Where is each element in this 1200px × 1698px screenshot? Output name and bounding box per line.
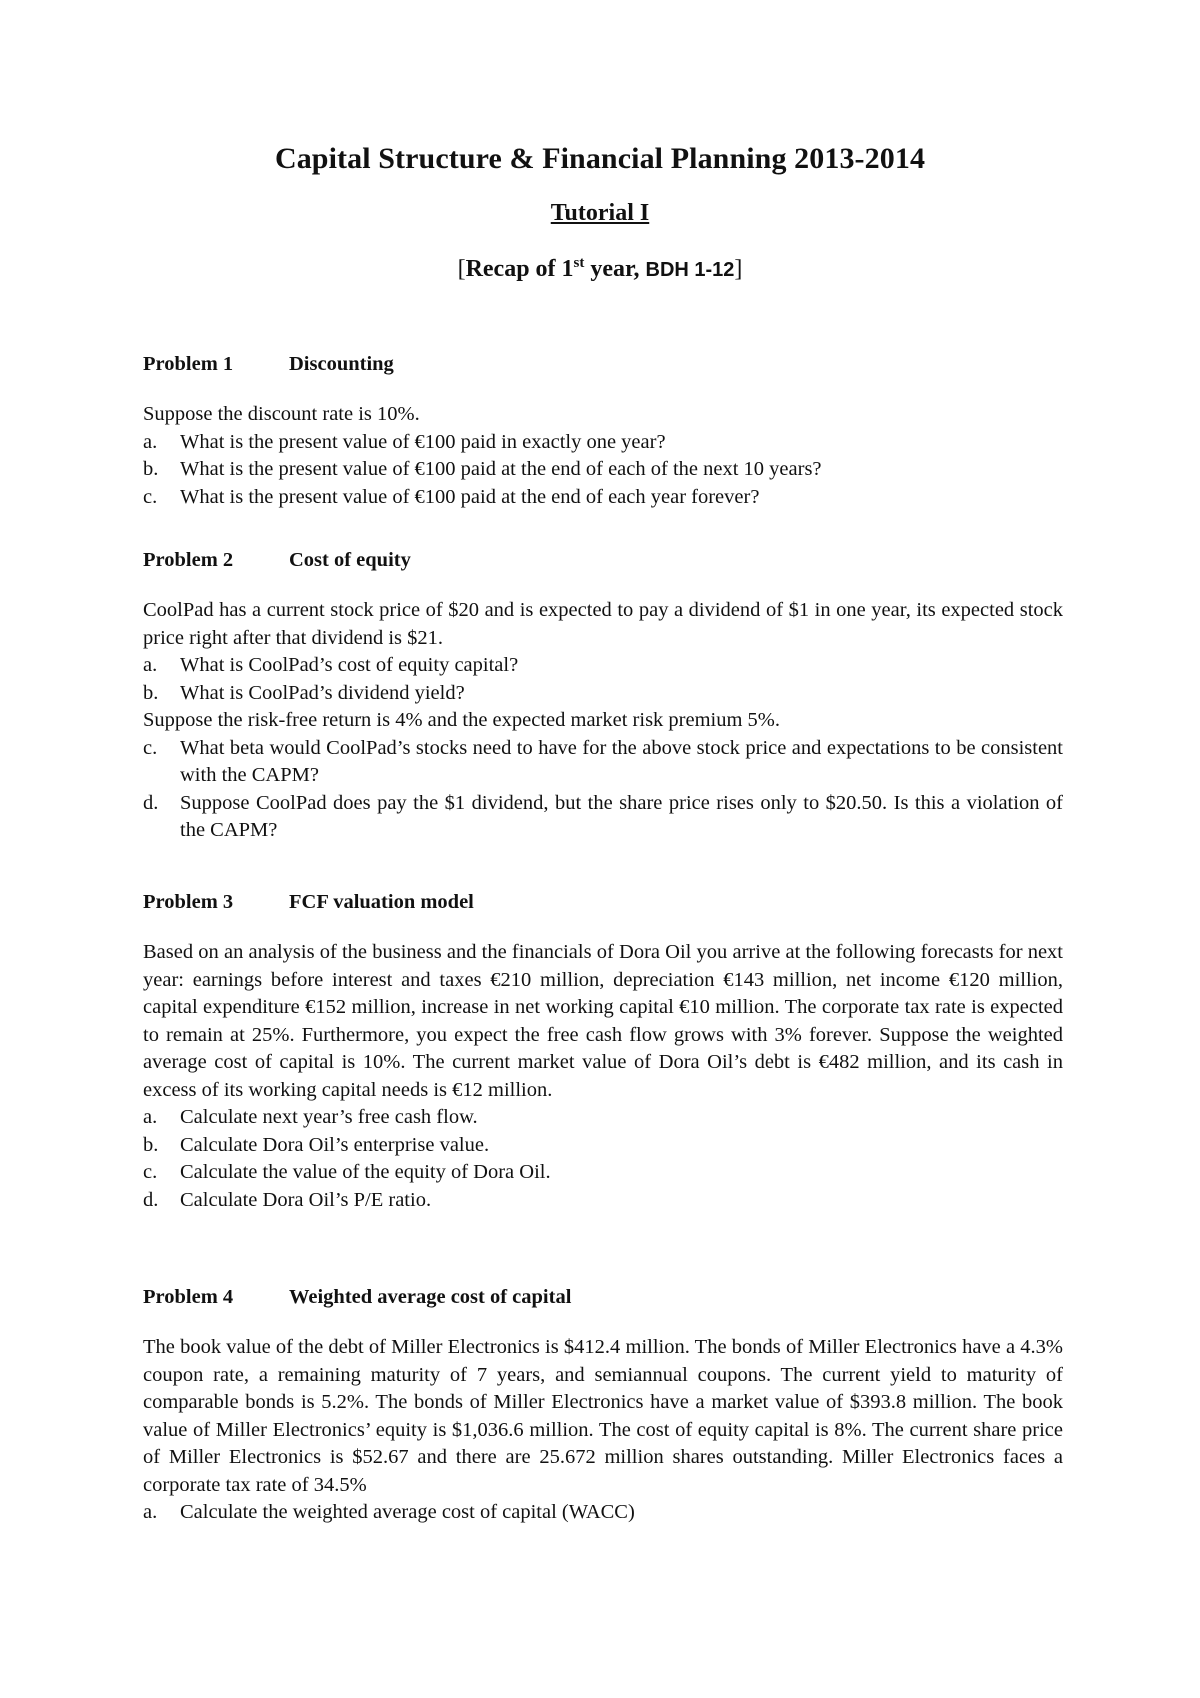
problem-intro: The book value of the debt of Miller Electronics is $412.4 million. The bonds of Miller Electronics have a 4.3% coupon rate, a remaining maturity of 7 years, and semiannual coupons. The current yield to maturity of comparable bonds is 5.2%. The bonds of Miller Electronics have a market value of $393.8 million. The book value of Miller Electronics’ equity is $1,036.6 million. The cost of equity capital is 8%. The current share price of Miller Electronics is $52.67 and there are 25.672 million shares outstanding. Miller Electronics faces a corporate tax rate of 34.5% (143, 1336, 1063, 1496)
list-item: c. What beta would CoolPad’s stocks need to have for the above stock price and expectations to be consistent with the CAPM? (143, 736, 1063, 786)
problem-intro: CoolPad has a current stock price of $20 and is expected to pay a dividend of $1 in one year, its expected stock price right after that dividend is $21. (143, 599, 1063, 649)
list-item: a. What is the present value of €100 paid in exactly one year? (143, 430, 666, 453)
recap-line: [Recap of 1st year, BDH 1-12] (457, 255, 743, 282)
list-item: c. Calculate the value of the equity of Dora Oil. (143, 1161, 551, 1183)
list-item: a. What is CoolPad’s cost of equity capital? (143, 654, 519, 676)
problem-heading: Problem 1 Discounting (143, 353, 394, 375)
problem-heading: Problem 4 Weighted average cost of capital (143, 1286, 572, 1308)
problem-2-section (143, 547, 1063, 845)
problem-heading: Problem 3 FCF valuation model (143, 891, 474, 913)
list-item: d. Calculate Dora Oil’s P/E ratio. (143, 1188, 432, 1211)
list-item: a. Calculate next year’s free cash flow. (143, 1106, 478, 1128)
list-item: a. Calculate the weighted average cost of capital (WACC) (143, 1501, 635, 1523)
problem-heading: Problem 2 Cost of equity (143, 549, 411, 571)
list-item: b. What is the present value of €100 paid at the end of each of the next 10 years? (143, 458, 822, 480)
list-item: b. Calculate Dora Oil’s enterprise value. (143, 1133, 490, 1156)
problem-1-section (143, 351, 1063, 511)
problem-3-section (143, 889, 1063, 1214)
problem-middle-text: Suppose the risk-free return is 4% and the expected market risk premium 5%. (143, 709, 781, 731)
list-item: c. What is the present value of €100 paid at the end of each year forever? (143, 485, 760, 508)
list-item: b. What is CoolPad’s dividend yield? (143, 681, 465, 704)
problem-4-section (143, 1284, 1063, 1527)
document-title: Capital Structure & Financial Planning 2013-2014 (274, 142, 926, 175)
problem-intro: Suppose the discount rate is 10%. (143, 403, 420, 425)
list-item: d. Suppose CoolPad does pay the $1 dividend, but the share price rises only to $20.50. Is this a violation of the CAPM? (143, 791, 1063, 841)
problem-intro: Based on an analysis of the business and the financials of Dora Oil you arrive at the following forecasts for next year: earnings before interest and taxes €210 million, depreciation €143 million, net income €120 million, capital expenditure €152 million, increase in net working capital €10 million. The corporate tax rate is expected to remain at 25%. Furthermore, you expect the free cash flow grows with 3% forever. Suppose the weighted average cost of capital is 10%. The current market value of Dora Oil’s debt is €482 million, and its cash in excess of its working capital needs is €12 million. (143, 941, 1063, 1101)
document-subtitle: Tutorial I (550, 200, 650, 226)
